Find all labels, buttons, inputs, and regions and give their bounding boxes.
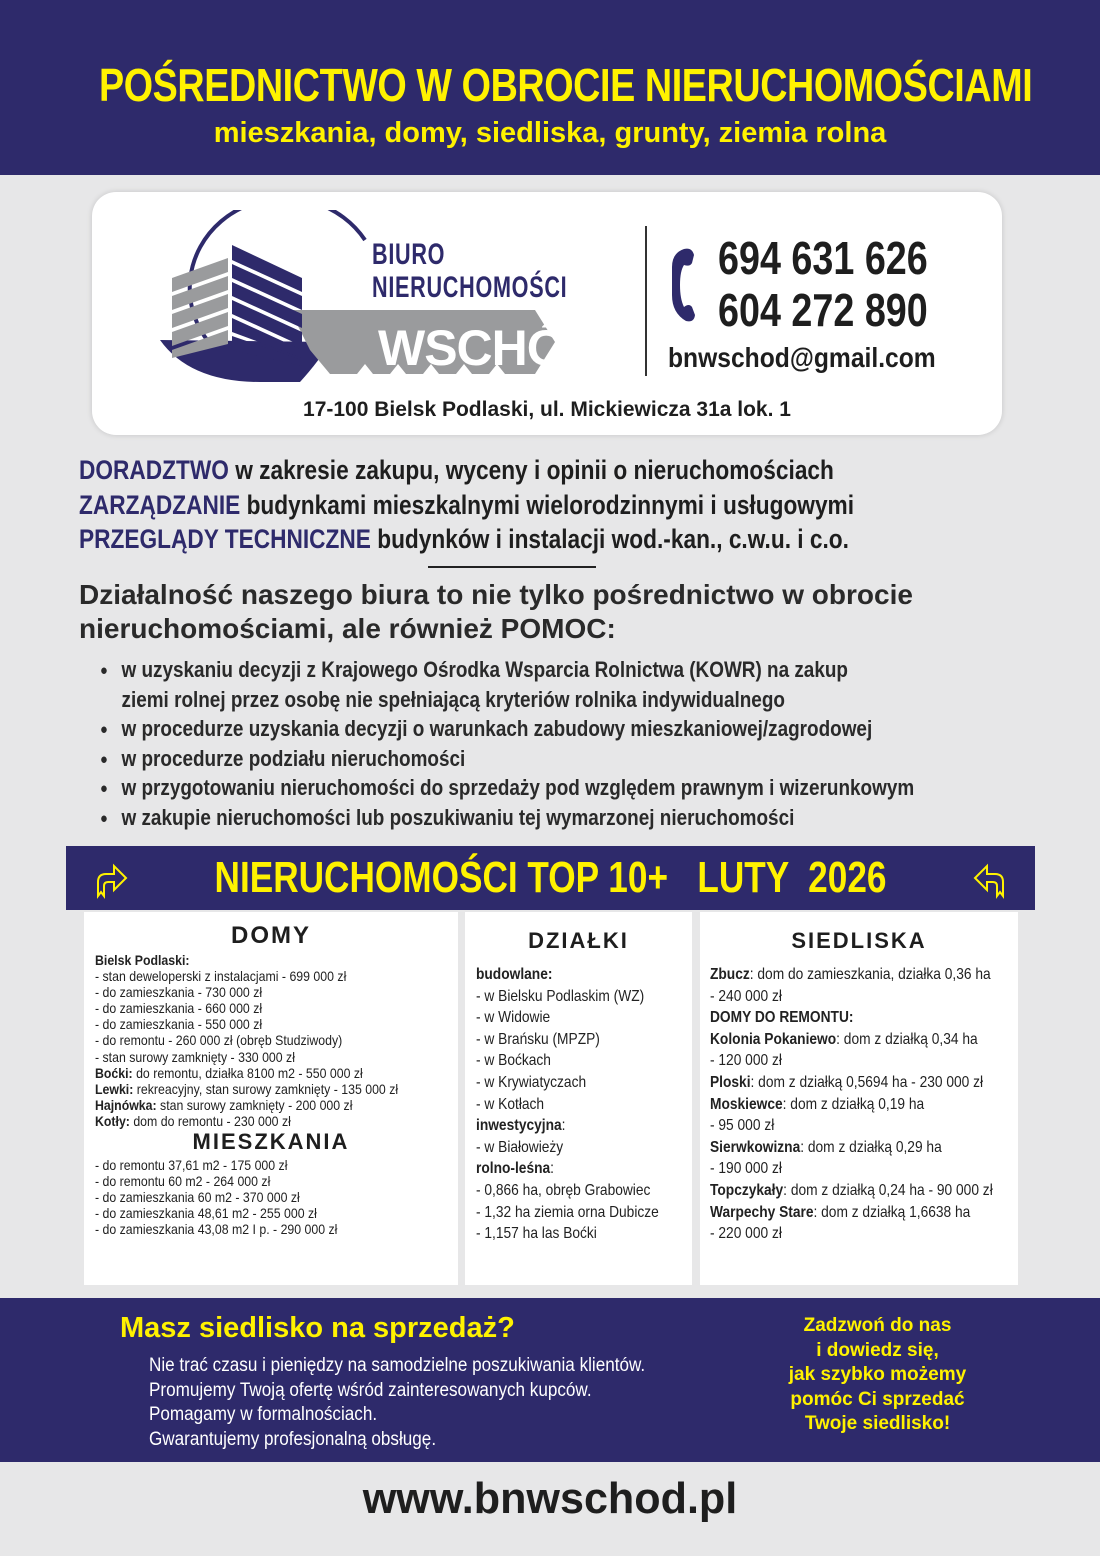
cta-right-line: Twoje siedlisko! bbox=[804, 1413, 951, 1435]
pomoc-item: ● w procedurze uzyskania decyzji o warunkach zabudowy mieszkaniowej/zagrodowej bbox=[100, 714, 914, 744]
pomoc-item: ● w zakupie nieruchomości lub poszukiwaniu tej wymarzonej nieruchomości bbox=[100, 803, 914, 833]
location-label: Bielsk Podlaski: bbox=[95, 952, 190, 968]
service-przeglady bbox=[79, 522, 885, 557]
cta-line: Nie trać czasu i pieniędzy na samodzielne poszukiwania klientów. bbox=[149, 1355, 646, 1376]
section-divider bbox=[428, 566, 596, 568]
listing-item: - 1,157 ha las Boćki bbox=[476, 1225, 597, 1243]
services-list bbox=[79, 453, 1039, 557]
service-zarzadzanie bbox=[79, 488, 885, 523]
category-label: budowlane: bbox=[476, 966, 553, 983]
listing-item: - 1,32 ha ziemia orna Dubicze bbox=[476, 1203, 659, 1221]
listing-item: - w Brańsku (MPZP) bbox=[476, 1030, 600, 1048]
listing-line: - 190 000 zł bbox=[710, 1160, 782, 1178]
location-label: Lewki: bbox=[95, 1080, 134, 1097]
listing-item bbox=[95, 1065, 414, 1081]
listing-item: - 0,866 ha, obręb Grabowiec bbox=[476, 1181, 651, 1199]
category-label: inwestycyjna bbox=[476, 1117, 562, 1135]
heading-domy: DOMY bbox=[231, 922, 311, 949]
listing-item: - w Widowie bbox=[476, 1009, 551, 1027]
listing-item: - do zamieszkania 48,61 m2 - 255 000 zł bbox=[95, 1205, 317, 1222]
listing-item: - w Boćkach bbox=[476, 1052, 551, 1070]
cta-line: Promujemy Twoją ofertę wśród zainteresowanych kupców. bbox=[149, 1379, 592, 1401]
page-title: POŚREDNICTWO W OBROCIE NIERUCHOMOŚCIAMI bbox=[99, 59, 1033, 111]
listing-item: - w Bielsku Podlaskim (WZ) bbox=[476, 987, 645, 1005]
pomoc-intro: Działalność naszego biura to nie tylko pośrednictwo w obrocie nieruchomościami, ale również POMOC: bbox=[79, 579, 913, 644]
header-banner bbox=[0, 0, 1100, 175]
phone-number-2[interactable]: 604 272 890 bbox=[718, 284, 928, 336]
listing-desc: rekreacyjny, stan surowy zamknięty - 135 000 zł bbox=[133, 1080, 399, 1097]
cta-benefits bbox=[149, 1354, 700, 1453]
cta-call-to-action bbox=[760, 1314, 995, 1437]
listing-item: - do zamieszkania - 550 000 zł bbox=[95, 1016, 263, 1033]
heading-mieszkania: MIESZKANIA bbox=[192, 1129, 350, 1155]
listing-item: - w Kotłach bbox=[476, 1095, 545, 1113]
cta-line: Gwarantujemy profesjonalną obsługę. bbox=[149, 1429, 437, 1451]
listing-desc: do remontu, działka 8100 m2 - 550 000 zł bbox=[132, 1064, 363, 1081]
contact-card bbox=[92, 192, 1002, 435]
listing-item bbox=[95, 1113, 414, 1129]
pomoc-item: ● w procedurze podziału nieruchomości bbox=[100, 744, 914, 774]
listing-line: Moskiewce: dom z działką 0,19 ha bbox=[710, 1095, 925, 1113]
cta-line: Pomagamy w formalnościach. bbox=[149, 1404, 378, 1426]
listing-line: - 220 000 zł bbox=[710, 1225, 782, 1243]
listing-line: - 240 000 zł bbox=[710, 987, 782, 1005]
heading-dzialki: DZIAŁKI bbox=[528, 928, 629, 953]
page-subtitle: mieszkania, domy, siedliska, grunty, ziemia rolna bbox=[213, 117, 887, 149]
category-label: rolno-leśna bbox=[476, 1160, 551, 1178]
listing-line: Sierwkowizna: dom z działką 0,29 ha bbox=[710, 1138, 942, 1156]
category-row: inwestycyjna: bbox=[476, 1117, 566, 1135]
listing-item: - stan deweloperski z instalacjami - 699 000 zł bbox=[95, 968, 347, 985]
listing-item: - w Krywiatyczach bbox=[476, 1073, 587, 1091]
location-label: Kotły: bbox=[95, 1112, 130, 1129]
listing-line: Topczykały: dom z działką 0,24 ha - 90 000 zł bbox=[710, 1181, 993, 1199]
vertical-divider bbox=[645, 226, 647, 376]
heading-siedliska: SIEDLISKA bbox=[791, 928, 927, 953]
column-domy bbox=[84, 912, 458, 1285]
listing-item: - do remontu 37,61 m2 - 175 000 zł bbox=[95, 1157, 288, 1174]
pomoc-item: ● w przygotowaniu nieruchomości do sprzedaży pod względem prawnym i wizerunkowym bbox=[100, 773, 914, 803]
category-row: rolno-leśna: bbox=[476, 1160, 554, 1178]
listing-line: - 95 000 zł bbox=[710, 1117, 775, 1135]
service-description: w zakresie zakupu, wyceny i opinii o nieruchomościach bbox=[228, 455, 834, 485]
listing-line: - 120 000 zł bbox=[710, 1052, 782, 1070]
logo-line-biuro: BIURO bbox=[372, 238, 446, 271]
cta-title: Masz siedlisko na sprzedaż? bbox=[120, 1312, 515, 1344]
cta-right-line: pomóc Ci sprzedać bbox=[790, 1388, 965, 1410]
cta-right-line: Zadzwoń do nas bbox=[803, 1315, 952, 1336]
arrow-right-icon bbox=[90, 860, 130, 900]
service-doradztwo bbox=[79, 453, 885, 488]
column-dzialki bbox=[465, 912, 692, 1285]
column-siedliska bbox=[700, 912, 1018, 1285]
listing-line: Kolonia Pokaniewo: dom z działką 0,34 ha bbox=[710, 1030, 978, 1048]
office-address: 17-100 Bielsk Podlaski, ul. Mickiewicza 31a lok. 1 bbox=[303, 398, 791, 421]
listing-item: - w Białowieży bbox=[476, 1138, 564, 1156]
listing-item: - do zamieszkania 43,08 m2 I p. - 290 000 zł bbox=[95, 1221, 338, 1238]
pomoc-item-continuation: ziemi rolnej przez osobę nie spełniającą kryteriów rolnika indywidualnego bbox=[121, 686, 785, 712]
top-listings-banner bbox=[66, 846, 1035, 910]
pomoc-list bbox=[100, 655, 1047, 832]
listing-line: Ploski: dom z działką 0,5694 ha - 230 000 zł bbox=[710, 1073, 984, 1091]
logo-brand-wschod: WSCHÓD bbox=[378, 320, 600, 376]
listing-line: Warpechy Stare: dom z działką 1,6638 ha bbox=[710, 1203, 971, 1221]
service-keyword: DORADZTWO bbox=[79, 455, 229, 485]
cta-band bbox=[0, 1298, 1100, 1462]
service-description: budynków i instalacji wod.-kan., c.w.u. i c.o. bbox=[370, 524, 849, 554]
listing-item: - do zamieszkania 60 m2 - 370 000 zł bbox=[95, 1189, 300, 1206]
listing-item: - do zamieszkania - 730 000 zł bbox=[95, 984, 263, 1001]
company-logo bbox=[150, 210, 600, 385]
listing-desc: stan surowy zamknięty - 200 000 zł bbox=[156, 1096, 353, 1113]
location-label: Hajnówka: bbox=[95, 1096, 157, 1113]
service-description: budynkami mieszkalnymi wielorodzinnymi i usługowymi bbox=[240, 489, 855, 520]
arrow-left-icon bbox=[971, 860, 1011, 900]
service-keyword: ZARZĄDZANIE bbox=[79, 489, 241, 520]
phone-numbers bbox=[718, 232, 974, 336]
pomoc-item: ● w uzyskaniu decyzji z Krajowego Ośrodka Wsparcia Rolnictwa (KOWR) na zakup bbox=[100, 655, 914, 685]
listing-line: DOMY DO REMONTU: bbox=[710, 1009, 854, 1027]
listing-item: - do remontu 60 m2 - 264 000 zł bbox=[95, 1173, 271, 1190]
cta-right-line: i dowiedz się, bbox=[816, 1339, 939, 1361]
location-label: Boćki: bbox=[95, 1064, 133, 1081]
website-link[interactable]: www.bnwschod.pl bbox=[362, 1474, 738, 1523]
service-keyword: PRZEGLĄDY TECHNICZNE bbox=[79, 524, 371, 554]
listing-item: - stan surowy zamknięty - 330 000 zł bbox=[95, 1048, 295, 1065]
email-link[interactable]: bnwschod@gmail.com bbox=[668, 342, 936, 373]
listing-item bbox=[95, 1081, 414, 1097]
phone-number-1[interactable]: 694 631 626 bbox=[718, 232, 928, 284]
cta-right-line: jak szybko możemy bbox=[788, 1364, 967, 1386]
listing-item bbox=[95, 1097, 414, 1113]
listing-desc: dom do remontu - 230 000 zł bbox=[129, 1112, 291, 1129]
top-listings-title: NIERUCHOMOŚCI TOP 10+ LUTY 2026 bbox=[214, 853, 887, 902]
listing-item: - do remontu - 260 000 zł (obręb Studziwody) bbox=[95, 1032, 343, 1049]
listing-item: - do zamieszkania - 660 000 zł bbox=[95, 1000, 263, 1017]
listing-line: Zbucz: dom do zamieszkania, działka 0,36 ha bbox=[710, 966, 991, 983]
phone-icon bbox=[670, 247, 696, 323]
logo-line-nieruchomosci: NIERUCHOMOŚCI bbox=[372, 271, 568, 304]
